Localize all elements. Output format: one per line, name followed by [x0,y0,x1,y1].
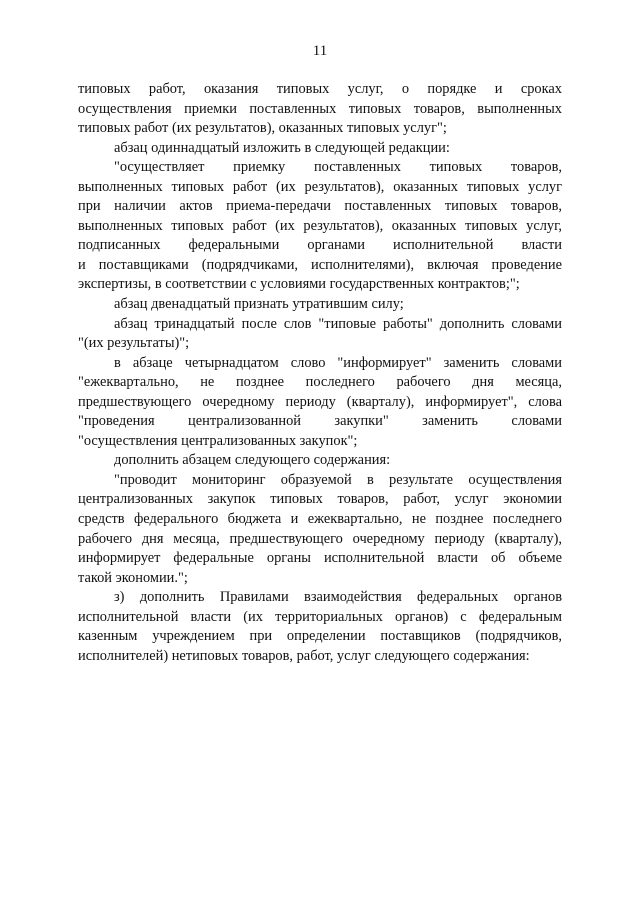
text-line: и поставщиками (подрядчиками, исполнителями), включая проведение [78,256,562,273]
text-line: з) дополнить Правилами взаимодействия федеральных органов [114,589,562,606]
text-line: информирует федеральные органы исполнительной власти об объеме [78,550,562,567]
text-line: экспертизы, в соответствии с условиями государственных контрактов;"; [78,276,520,293]
text-line: такой экономии."; [78,569,188,586]
document-body [78,80,562,666]
paragraph [78,451,562,471]
text-line: "проведения централизованной закупки" заменить словами [78,413,562,430]
text-line: "(их результаты)"; [78,335,190,352]
text-line: абзац двенадцатый признать утратившим силу; [114,296,404,313]
paragraph [78,139,562,159]
text-line: в абзаце четырнадцатом слово "информирует" заменить словами [114,354,562,371]
text-line: казенным учреждением при определении поставщиков (подрядчиков, [78,628,562,645]
paragraph [78,315,562,354]
text-line: подписанных федеральными органами исполнительной власти [78,237,562,254]
text-line: централизованных закупок типовых товаров, работ, услуг экономии [78,491,562,508]
text-line: "ежеквартально, не позднее последнего рабочего дня месяца, [78,374,562,391]
text-line: выполненных типовых работ (их результатов), оказанных типовых услуг, [78,217,562,234]
text-line: "осуществления централизованных закупок"; [78,432,358,449]
paragraph [78,80,562,139]
text-line: средств федерального бюджета и ежеквартально, не позднее последнего [78,511,562,528]
paragraph [78,471,562,588]
text-line: исполнительной власти (их территориальных органов) с федеральным [78,608,562,625]
text-line: дополнить абзацем следующего содержания: [114,452,391,469]
paragraph [78,354,562,452]
paragraph [78,588,562,666]
text-line: рабочего дня месяца, предшествующего очередному периоду (кварталу), [78,530,562,547]
paragraph [78,158,562,295]
paragraph [78,295,562,315]
text-line: предшествующего очередному периоду (кварталу), информирует", слова [78,393,562,410]
text-line: "осуществляет приемку поставленных типовых товаров, [114,159,562,176]
page-number: 11 [312,43,328,59]
text-line: "проводит мониторинг образуемой в результате осуществления [114,471,562,488]
text-line: исполнителей) нетиповых товаров, работ, услуг следующего содержания: [78,647,530,664]
text-line: при наличии актов приема-передачи поставленных типовых товаров, [78,198,562,215]
text-line: абзац одиннадцатый изложить в следующей редакции: [114,139,450,156]
text-line: типовых работ, оказания типовых услуг, о порядке и сроках [78,81,562,97]
text-line: осуществления приемки поставленных типовых товаров, выполненных [78,100,562,117]
text-line: выполненных типовых работ (их результатов), оказанных типовых услуг [78,178,562,195]
text-line: типовых работ (их результатов), оказанных типовых услуг"; [78,120,447,137]
text-line: абзац тринадцатый после слов "типовые работы" дополнить словами [114,315,562,332]
